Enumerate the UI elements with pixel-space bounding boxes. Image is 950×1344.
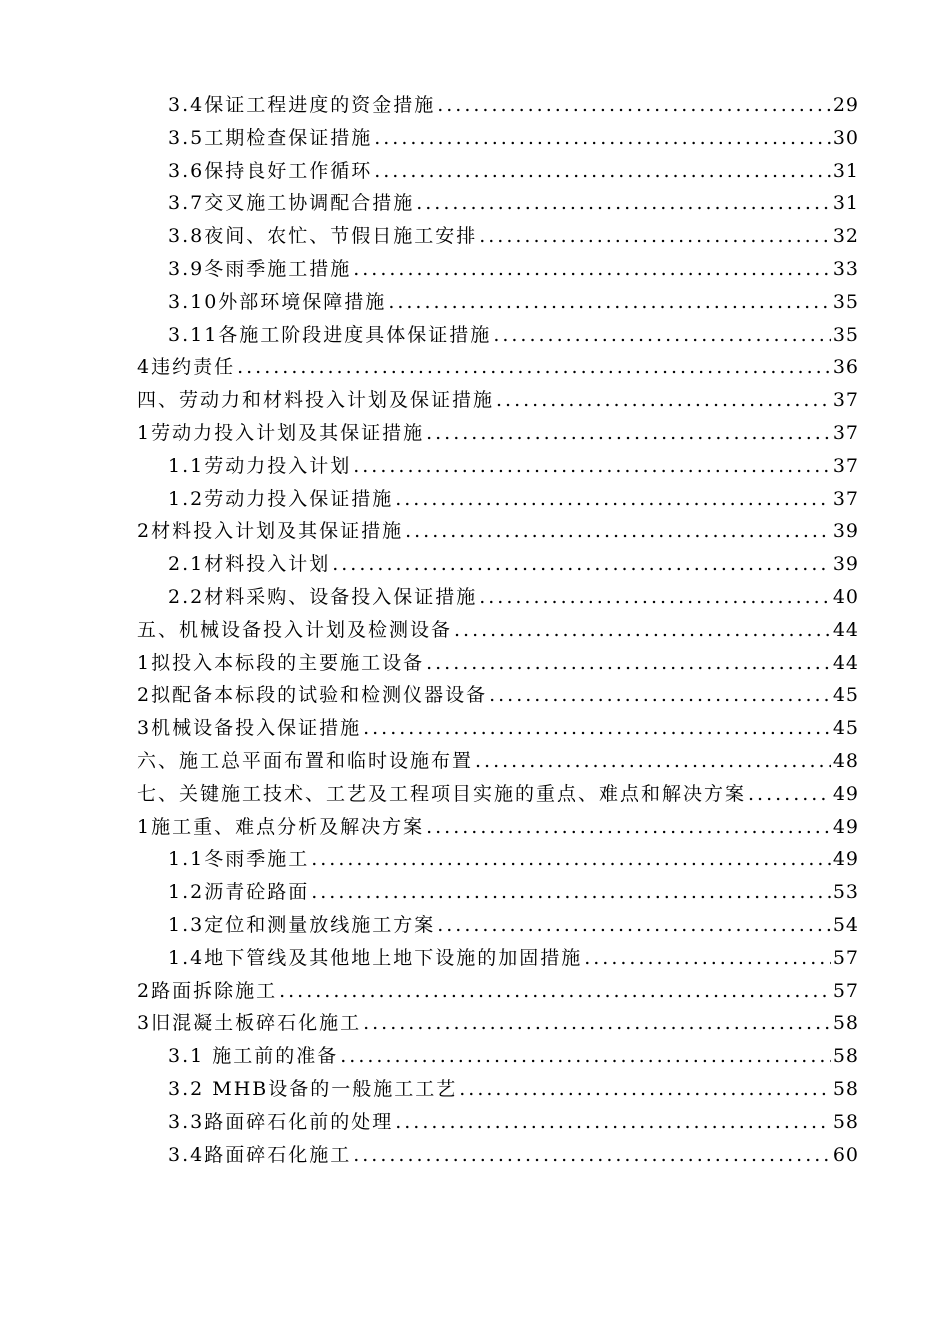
toc-entry[interactable]	[137, 812, 859, 842]
toc-entry-page-number: 29	[832, 94, 859, 116]
toc-entry-page-number: 37	[832, 422, 859, 444]
toc-entry[interactable]	[137, 516, 859, 546]
toc-entry-page-number: 30	[832, 126, 859, 149]
dot-leader	[454, 615, 831, 645]
toc-entry[interactable]	[168, 549, 859, 579]
toc-entry-page-number: 36	[832, 356, 859, 379]
toc-entry[interactable]	[168, 188, 859, 218]
toc-entry[interactable]	[168, 320, 859, 350]
toc-entry-title: 2路面拆除施工	[137, 979, 278, 1002]
dot-leader	[237, 352, 831, 382]
toc-entry-page-number: 39	[832, 553, 859, 576]
toc-entry-page-number: 31	[832, 192, 859, 215]
toc-entry-page-number: 58	[832, 1110, 859, 1133]
toc-entry[interactable]	[137, 779, 859, 809]
toc-entry[interactable]	[168, 1107, 859, 1137]
toc-entry-title: 3.11各施工阶段进度具体保证措施	[168, 323, 492, 346]
toc-entry-title: 1.1冬雨季施工	[168, 848, 310, 871]
toc-entry-title: 3.4路面碎石化施工	[168, 1143, 352, 1166]
toc-entry-page-number: 37	[832, 454, 859, 477]
toc-entry-page-number: 53	[832, 881, 859, 904]
toc-entry-title: 四、劳动力和材料投入计划及保证措施	[137, 389, 495, 412]
dot-leader	[340, 1041, 831, 1071]
toc-entry-page-number: 54	[832, 914, 859, 936]
dot-leader	[459, 1074, 831, 1104]
toc-entry[interactable]	[168, 451, 859, 481]
toc-entry[interactable]	[137, 713, 859, 743]
toc-entry-title: 2材料投入计划及其保证措施	[137, 520, 404, 543]
toc-entry[interactable]	[168, 910, 859, 940]
toc-entry-page-number: 58	[832, 1045, 859, 1068]
toc-entry[interactable]	[168, 1074, 859, 1104]
dot-leader	[437, 90, 831, 120]
toc-entry-page-number: 57	[832, 979, 859, 1002]
dot-leader	[311, 877, 831, 907]
dot-leader	[311, 844, 831, 874]
toc-entry-page-number: 44	[832, 651, 859, 674]
dot-leader	[353, 1140, 831, 1170]
toc-entry-title: 六、施工总平面布置和临时设施布置	[137, 750, 474, 772]
toc-entry[interactable]	[137, 385, 859, 415]
toc-entry-page-number: 31	[832, 159, 859, 182]
toc-entry[interactable]	[137, 352, 859, 382]
dot-leader	[388, 287, 831, 317]
toc-entry[interactable]	[168, 221, 859, 251]
dot-leader	[279, 976, 831, 1006]
toc-entry-title: 1.1劳动力投入计划	[168, 454, 352, 477]
dot-leader	[395, 1107, 831, 1137]
dot-leader	[584, 943, 831, 973]
toc-entry[interactable]	[137, 418, 859, 448]
toc-entry-title: 2.2材料采购、设备投入保证措施	[168, 586, 478, 608]
dot-leader	[475, 746, 831, 776]
toc-entry-title: 1劳动力投入计划及其保证措施	[137, 422, 425, 444]
dot-leader	[479, 582, 831, 612]
toc-entry-title: 2.1材料投入计划	[168, 553, 331, 576]
toc-entry-page-number: 39	[832, 520, 859, 543]
toc-entry[interactable]	[137, 1008, 859, 1038]
toc-entry-page-number: 58	[832, 1078, 859, 1100]
dot-leader	[437, 910, 831, 940]
toc-entry-title: 1.2沥青砼路面	[168, 881, 310, 904]
toc-entry-title: 3.4保证工程进度的资金措施	[168, 94, 436, 116]
toc-entry[interactable]	[168, 156, 859, 186]
toc-entry-title: 七、关键施工技术、工艺及工程项目实施的重点、难点和解决方案	[137, 782, 747, 805]
toc-entry-page-number: 32	[832, 225, 859, 248]
dot-leader	[426, 648, 831, 678]
toc-entry-title: 3.6保持良好工作循环	[168, 159, 373, 182]
dot-leader	[363, 1008, 831, 1038]
toc-entry[interactable]	[168, 287, 859, 317]
toc-entry-title: 3.2 MHB设备的一般施工工艺	[168, 1078, 458, 1100]
toc-entry[interactable]	[168, 90, 859, 120]
dot-leader	[395, 484, 831, 514]
dot-leader	[374, 156, 831, 186]
toc-entry-page-number: 48	[832, 750, 859, 772]
dot-leader	[748, 779, 831, 809]
toc-entry-page-number: 35	[832, 290, 859, 313]
dot-leader	[496, 385, 831, 415]
toc-entry-title: 3.10外部环境保障措施	[168, 290, 387, 313]
toc-entry[interactable]	[168, 582, 859, 612]
toc-entry[interactable]	[168, 877, 859, 907]
toc-entry-page-number: 40	[832, 586, 859, 608]
toc-entry-title: 3.8夜间、农忙、节假日施工安排	[168, 225, 478, 248]
toc-entry[interactable]	[168, 943, 859, 973]
dot-leader	[416, 188, 831, 218]
toc-entry-page-number: 58	[832, 1012, 859, 1035]
toc-entry-page-number: 49	[832, 782, 859, 805]
toc-entry[interactable]	[168, 484, 859, 514]
toc-entry-page-number: 49	[832, 848, 859, 871]
toc-entry[interactable]	[137, 746, 859, 776]
toc-entry-title: 3机械设备投入保证措施	[137, 717, 362, 740]
toc-entry-title: 2拟配备本标段的试验和检测仪器设备	[137, 684, 488, 707]
dot-leader	[426, 418, 831, 448]
dot-leader	[332, 549, 831, 579]
toc-entry-title: 3.7交叉施工协调配合措施	[168, 192, 415, 215]
toc-entry[interactable]	[137, 648, 859, 678]
toc-entry[interactable]	[168, 1041, 859, 1071]
dot-leader	[374, 123, 831, 153]
toc-entry[interactable]	[137, 976, 859, 1006]
dot-leader	[353, 254, 831, 284]
toc-entry[interactable]	[168, 123, 859, 153]
toc-entry-page-number: 45	[832, 684, 859, 707]
toc-entry[interactable]	[168, 254, 859, 284]
dot-leader	[405, 516, 831, 546]
dot-leader	[426, 812, 831, 842]
toc-entry-page-number: 60	[832, 1143, 859, 1166]
toc-entry-page-number: 37	[832, 487, 859, 510]
toc-entry-title: 1拟投入本标段的主要施工设备	[137, 651, 425, 674]
dot-leader	[493, 320, 831, 350]
toc-entry-title: 1.4地下管线及其他地上地下设施的加固措施	[168, 946, 583, 969]
toc-entry-title: 3.3路面碎石化前的处理	[168, 1110, 394, 1133]
toc-entry-title: 1施工重、难点分析及解决方案	[137, 815, 425, 838]
dot-leader	[479, 221, 831, 251]
toc-entry-page-number: 49	[832, 815, 859, 838]
toc-entry-title: 3.1 施工前的准备	[168, 1045, 339, 1068]
dot-leader	[353, 451, 831, 481]
toc-entry[interactable]	[137, 680, 859, 710]
toc-entry-title: 3旧混凝土板碎石化施工	[137, 1012, 362, 1035]
toc-entry-page-number: 37	[832, 389, 859, 412]
toc-entry-title: 1.2劳动力投入保证措施	[168, 487, 394, 510]
toc-entry[interactable]	[168, 844, 859, 874]
toc-entry-page-number: 44	[832, 618, 859, 641]
toc-entry[interactable]	[168, 1140, 859, 1170]
toc-entry-page-number: 33	[832, 258, 859, 280]
dot-leader	[363, 713, 831, 743]
toc-entry-title: 1.3定位和测量放线施工方案	[168, 914, 436, 936]
toc-entry-title: 3.9冬雨季施工措施	[168, 258, 352, 280]
toc-entry-page-number: 57	[832, 946, 859, 969]
dot-leader	[489, 680, 831, 710]
toc-entry[interactable]	[137, 615, 859, 645]
toc-entry-page-number: 35	[832, 323, 859, 346]
toc-entry-title: 3.5工期检查保证措施	[168, 126, 373, 149]
toc-entry-title: 4违约责任	[137, 356, 236, 379]
toc-entry-page-number: 45	[832, 717, 859, 740]
toc-entry-title: 五、机械设备投入计划及检测设备	[137, 618, 453, 641]
